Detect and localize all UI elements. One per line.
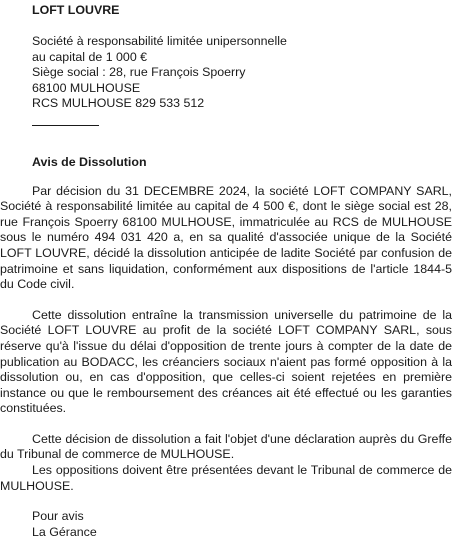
paragraph-text: Cette dissolution entraîne la transmission universelle du patrimoine de la Société LOFT LOUVRE au profit de la société LOFT COMPANY SARL, sous réserve qu'à l'issue du délai d'opposition de trente jours à compter de la date de publication au BODACC, les créanciers sociaux n'aient pas formé opposition à la dissolution ou, en cas d'opposition, que celles-ci soient rejetées en première instance ou que le remboursement des créances ait été effectué ou les garanties constituées. <box>0 307 452 416</box>
company-address: Siège social : 28, rue François Spoerry <box>32 65 246 80</box>
company-legal-form: Société à responsabilité limitée unipersonnelle <box>32 34 287 48</box>
paragraph-declaration <box>0 432 452 463</box>
paragraph-text: Par décision du 31 DECEMBRE 2024, la société LOFT COMPANY SARL, Société à responsabilité limitée au capital de 4 500 €, dont le siège social est 28, rue François Spoerry 68100 MULHOUSE, immatriculée au RCS de MULHOUSE sous le numéro 494 031 420 a, en sa qualité d'associée unique de la Société LOFT LOUVRE, décidé la dissolution anticipée de ladite Société par confusion de patrimoine et sans liquidation, conformément aux dispositions de l'article 1844-5 du Code civil. <box>0 183 452 292</box>
paragraph-transmission <box>0 308 452 417</box>
company-capital: au capital de 1 000 € <box>32 49 148 64</box>
paragraph-oppositions <box>0 463 452 494</box>
separator-line <box>32 125 99 126</box>
paragraph-decision <box>0 184 452 293</box>
company-city: 68100 MULHOUSE <box>32 80 141 95</box>
company-rcs: RCS MULHOUSE 829 533 512 <box>32 96 205 111</box>
paragraph-text: Cette décision de dissolution a fait l'objet d'une déclaration auprès du Greffe du Tribunal de commerce de MULHOUSE. <box>0 431 452 462</box>
company-details <box>32 34 452 112</box>
signature-pour-avis: Pour avis <box>32 509 84 524</box>
signature-block <box>32 509 452 540</box>
paragraph-text: Les oppositions doivent être présentées devant le Tribunal de commerce de MULHOUSE. <box>0 463 452 493</box>
notice-title: Avis de Dissolution <box>32 154 147 169</box>
signature-gerance: La Gérance <box>32 524 97 539</box>
company-name: LOFT LOUVRE <box>32 3 120 17</box>
